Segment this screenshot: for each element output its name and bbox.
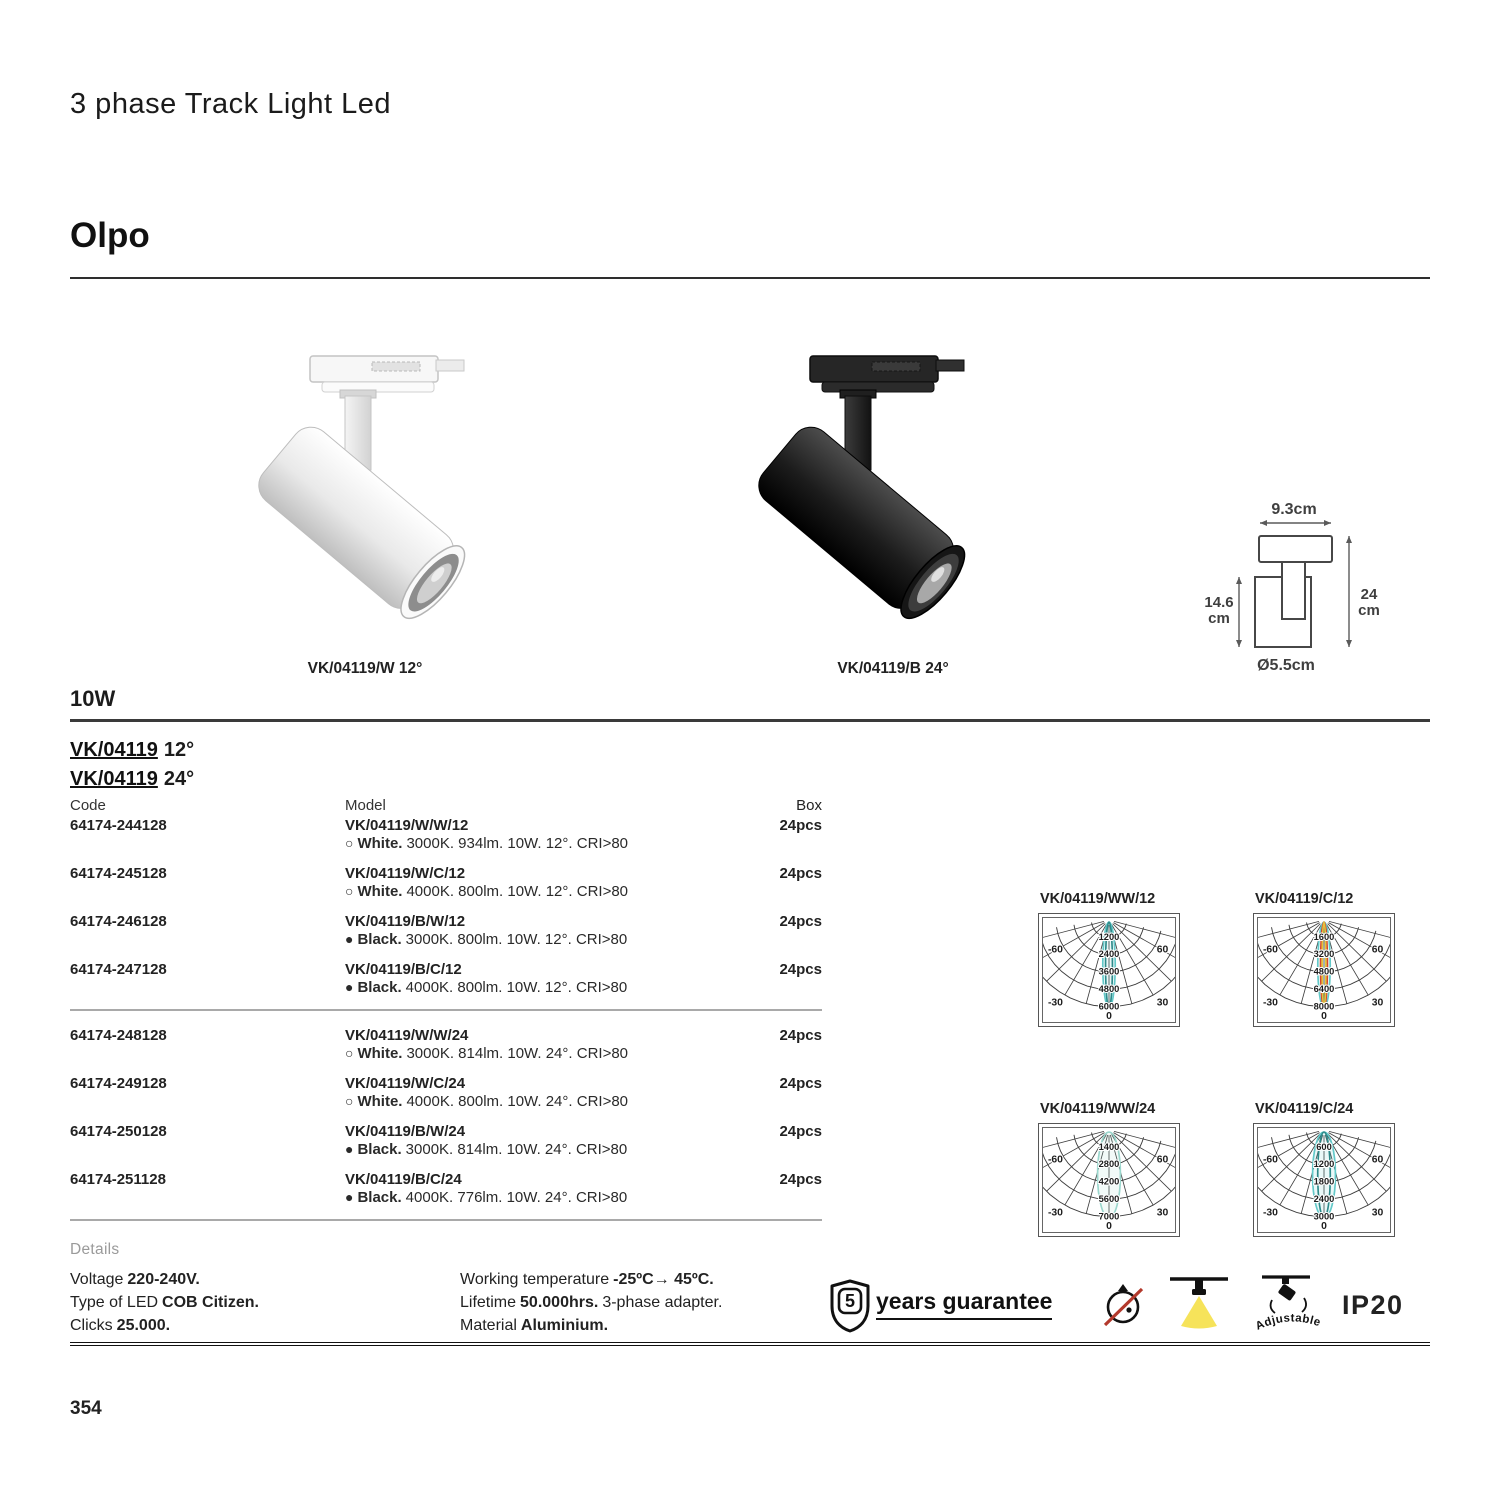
beam-diagram-title: VK/04119/C/12 [1255,891,1354,907]
cell-box: 24pcs [779,1123,822,1140]
adjustable-icon [1248,1270,1332,1338]
cell-description: ○ White. 3000K. 814lm. 10W. 24°. CRI>80 [345,1045,629,1062]
page-title: Olpo [70,216,150,255]
variant-link-24[interactable]: VK/04119 [70,768,158,790]
dim-top-width: 9.3cm [1271,501,1317,518]
cell-box: 24pcs [779,817,822,834]
svg-text:1800: 1800 [1313,1176,1335,1187]
cell-box: 24pcs [779,1075,822,1092]
cell-code: 64174-244128 [70,817,167,834]
svg-text:4800: 4800 [1098,983,1120,994]
cell-code: 64174-249128 [70,1075,167,1092]
finish-swatch-icon: ○ [345,883,354,899]
cell-code: 64174-246128 [70,913,167,930]
table-row [70,865,822,900]
svg-text:0: 0 [1321,1221,1327,1232]
details-heading: Details [70,1241,120,1258]
section-divider [70,719,1430,722]
wattage-heading: 10W [70,686,116,711]
beam-diagram-ww24 [1038,1123,1180,1237]
cell-code: 64174-247128 [70,961,167,978]
svg-text:30: 30 [1156,1207,1169,1219]
cell-box: 24pcs [779,865,822,882]
table-row [70,961,822,996]
svg-text:60: 60 [1371,1154,1384,1166]
cell-model: VK/04119/B/C/12 [345,961,462,978]
col-box: Box [796,797,822,814]
cell-code: 64174-248128 [70,1027,167,1044]
page-number: 354 [70,1398,102,1419]
svg-text:-60: -60 [1047,1154,1063,1166]
finish-swatch-icon: ● [345,931,354,947]
svg-text:-60: -60 [1047,944,1063,956]
svg-text:1200: 1200 [1313,1159,1335,1170]
table-row [70,1027,822,1062]
category-title: 3 phase Track Light Led [70,88,392,120]
svg-text:60: 60 [1156,1154,1169,1166]
variant-angle-12: 12° [163,739,195,761]
svg-text:30: 30 [1371,997,1384,1009]
variant-angle-24: 24° [163,768,195,790]
svg-text:1200: 1200 [1098,931,1120,942]
title-divider [70,277,1430,279]
cell-box: 24pcs [779,1027,822,1044]
table-row [70,913,822,948]
details-left-column: Voltage 220-240V. Type of LED COB Citizen. Clicks 25.000. [70,1271,259,1334]
cell-description: ○ White. 4000K. 800lm. 10W. 12°. CRI>80 [345,883,629,900]
cell-code: 64174-250128 [70,1123,167,1140]
svg-text:60: 60 [1371,944,1384,956]
finish-swatch-icon: ○ [345,1045,354,1061]
ip-rating: IP20 [1342,1290,1404,1320]
cell-model: VK/04119/W/C/12 [345,865,466,882]
finish-swatch-icon: ○ [345,835,354,851]
svg-text:0: 0 [1106,1011,1112,1022]
footer-divider [70,1342,1430,1346]
svg-text:0: 0 [1106,1221,1112,1232]
cell-model: VK/04119/W/W/12 [345,817,469,834]
svg-text:3200: 3200 [1313,949,1335,960]
svg-text:1400: 1400 [1098,1141,1120,1152]
svg-text:3000: 3000 [1313,1211,1335,1222]
product-table [70,797,822,1237]
variant-link-12[interactable]: VK/04119 [70,739,158,761]
col-code: Code [70,797,106,814]
svg-text:2800: 2800 [1098,1159,1120,1170]
svg-text:3600: 3600 [1098,966,1120,977]
cell-description: ● Black. 3000K. 800lm. 10W. 12°. CRI>80 [345,931,628,948]
dim-body-height-unit: cm [1208,610,1230,627]
product-photo-white [252,336,482,646]
guarantee-shield-icon [826,1278,874,1334]
product-caption-black: VK/04119/B 24° [837,660,949,677]
svg-text:6400: 6400 [1313,983,1335,994]
dim-total-height: 24 [1360,586,1378,603]
beam-diagram-c12 [1253,913,1395,1027]
variant-links [70,736,194,794]
beam-diagram-ww12 [1038,913,1180,1027]
svg-text:-60: -60 [1262,944,1278,956]
table-header [70,797,822,814]
finish-swatch-icon: ● [345,1141,354,1157]
cell-model: VK/04119/W/W/24 [345,1027,469,1044]
svg-text:-60: -60 [1262,1154,1278,1166]
cell-description: ● Black. 4000K. 800lm. 10W. 12°. CRI>80 [345,979,628,996]
table-row [70,817,822,852]
svg-text:4200: 4200 [1098,1176,1120,1187]
light-beam-icon [1168,1272,1230,1332]
cell-code: 64174-251128 [70,1171,166,1188]
table-end-divider [70,1219,822,1221]
svg-text:1600: 1600 [1313,931,1335,942]
cell-description: ○ White. 3000K. 934lm. 10W. 12°. CRI>80 [345,835,629,852]
svg-text:30: 30 [1156,997,1169,1009]
cell-model: VK/04119/B/W/24 [345,1123,466,1140]
svg-text:600: 600 [1316,1141,1332,1152]
cell-description: ● Black. 4000K. 776lm. 10W. 24°. CRI>80 [345,1189,628,1206]
dimension-diagram [1186,486,1401,691]
svg-text:-30: -30 [1047,997,1063,1009]
svg-text:2400: 2400 [1098,949,1120,960]
svg-text:-30: -30 [1047,1207,1063,1219]
col-model: Model [345,797,386,814]
cell-code: 64174-245128 [70,865,167,882]
cell-box: 24pcs [779,1171,822,1188]
product-photo-black [752,336,982,646]
no-dimmer-icon [1098,1278,1148,1330]
svg-text:8000: 8000 [1313,1001,1335,1012]
cell-model: VK/04119/W/C/24 [345,1075,466,1092]
svg-text:-30: -30 [1262,1207,1278,1219]
product-caption-white: VK/04119/W 12° [307,660,423,677]
svg-text:Adjustable: Adjustable [1253,1312,1323,1333]
cell-box: 24pcs [779,913,822,930]
beam-diagram-title: VK/04119/C/24 [1255,1101,1354,1117]
beam-diagram-title: VK/04119/WW/24 [1040,1101,1156,1117]
cell-description: ○ White. 4000K. 800lm. 10W. 24°. CRI>80 [345,1093,629,1110]
dim-total-height-unit: cm [1358,602,1380,619]
svg-text:4800: 4800 [1313,966,1335,977]
beam-diagram-c24 [1253,1123,1395,1237]
table-row [70,1171,822,1206]
dim-diameter: Ø5.5cm [1257,657,1315,674]
table-row [70,1123,822,1158]
svg-text:60: 60 [1156,944,1169,956]
finish-swatch-icon: ● [345,979,354,995]
svg-text:7000: 7000 [1098,1211,1120,1222]
finish-swatch-icon: ○ [345,1093,354,1109]
finish-swatch-icon: ● [345,1189,354,1205]
svg-text:6000: 6000 [1098,1001,1120,1012]
svg-text:2400: 2400 [1313,1193,1335,1204]
svg-text:30: 30 [1371,1207,1384,1219]
table-row [70,1075,822,1110]
cell-model: VK/04119/B/W/12 [345,913,466,930]
svg-text:-30: -30 [1262,997,1278,1009]
beam-diagram-title: VK/04119/WW/12 [1040,891,1156,907]
cell-box: 24pcs [779,961,822,978]
guarantee-label: years guarantee [876,1288,1052,1320]
dim-body-height: 14.6 [1204,594,1234,611]
svg-text:5600: 5600 [1098,1193,1120,1204]
cell-description: ● Black. 3000K. 814lm. 10W. 24°. CRI>80 [345,1141,628,1158]
svg-text:5: 5 [844,1291,856,1311]
details-right-column: Working temperature -25ºC→ 45ºC. Lifetime 50.000hrs. 3-phase adapter. Material Aluminium. [460,1271,723,1334]
table-group-divider [70,1009,822,1011]
cell-model: VK/04119/B/C/24 [345,1171,462,1188]
svg-text:0: 0 [1321,1011,1327,1022]
